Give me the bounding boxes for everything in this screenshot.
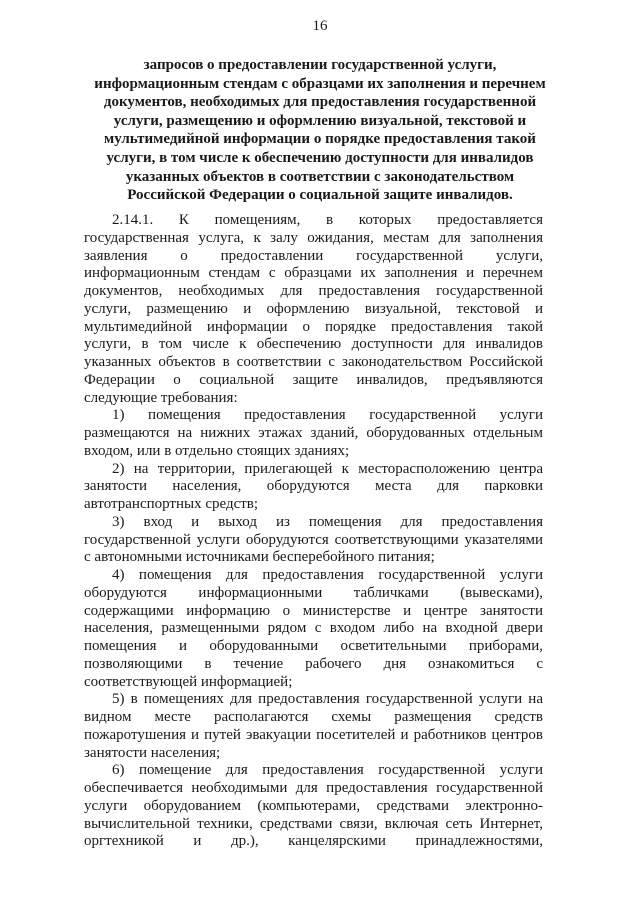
body-line: соответствующей информацией;	[84, 673, 293, 690]
heading-line: запросов о предоставлении государственной услуги,	[143, 57, 497, 73]
body-line: пожаротушения и путей эвакуации посетителей и работников центров	[84, 726, 543, 743]
body-line: государственная услуга, к залу ожидания, местам для заполнения	[84, 229, 543, 246]
body-line: 2.14.1. К помещениям, в которых предоставляется	[112, 212, 543, 228]
body-line: услуги оборудованием (компьютерами, средствами электронно-	[84, 797, 543, 814]
body-line: 1) помещения предоставления государственной услуги	[112, 407, 543, 424]
body-line: помещения и оборудованными осветительными приборами,	[84, 638, 543, 654]
body-line: входом, или в отдельно стоящих зданиях;	[84, 442, 350, 459]
body-line: 5) в помещениях для предоставления государственной услуги на	[112, 691, 543, 708]
body-line: занятости населения;	[84, 744, 221, 761]
body-line: оборудуются информационными табличками (вывесками),	[84, 584, 543, 601]
body-line: содержащими информацию о министерстве и центре занятости	[84, 602, 543, 619]
body-line: указанных объектов в соответствии с законодательством Российской	[84, 354, 543, 370]
body-line: населения, размещенными рядом с входом либо на входной двери	[84, 620, 543, 637]
heading-line: мультимедийной информации о порядке предоставления такой	[104, 131, 536, 148]
body-line: размещаются на нижних этажах зданий, оборудованных отдельным	[84, 425, 543, 441]
body-line: 4) помещения для предоставления государственной услуги	[112, 567, 543, 583]
body-line: занятости населения, оборудуются места для парковки	[84, 478, 543, 495]
body-line: мультимедийной информации о порядке предоставления такой	[84, 318, 543, 335]
body-line: позволяющими в течение рабочего дня ознакомиться с	[84, 655, 543, 672]
heading-line: информационным стендам с образцами их заполнения и перечнем	[94, 75, 546, 92]
heading-line: документов, необходимых для предоставления государственной	[103, 94, 537, 111]
page-number: 16	[312, 18, 328, 34]
body-line: заявления о предоставлении государственной услуги,	[84, 247, 543, 264]
body-line: услуги, в том числе к обеспечению доступности для инвалидов	[84, 336, 543, 353]
body-line: Федерации о социальной защите инвалидов, предъявляются	[84, 371, 543, 388]
body-line: услуги, размещению и оформлению визуальной, текстовой и	[84, 300, 543, 317]
body-line: информационным стендам с образцами их заполнения и перечнем	[84, 265, 543, 282]
heading-line: Российской Федерации о социальной защите инвалидов.	[127, 187, 513, 204]
heading-line: указанных объектов в соответствии с законодательством	[125, 168, 515, 185]
heading-line: услуги, в том числе к обеспечению доступности для инвалидов	[106, 149, 534, 166]
body-line: автотранспортных средств;	[84, 496, 259, 512]
body-line: 3) вход и выход из помещения для предоставления	[112, 513, 543, 530]
body-line: обеспечивается необходимыми для предоставления государственной	[84, 780, 543, 796]
body-line: 6) помещение для предоставления государственной услуги	[112, 762, 543, 779]
body-line: государственной услуги оборудуются соответствующими указателями	[84, 531, 543, 548]
body-line: с автономными источниками бесперебойного питания;	[84, 549, 435, 566]
body-line: вычислительной техники, средствами связи, включая сеть Интернет,	[84, 815, 543, 832]
heading-line: услуги, размещению и оформлению визуальной, текстовой и	[113, 112, 527, 129]
body-line: оргтехникой и др.), канцелярскими принадлежностями,	[84, 833, 543, 850]
body-line: документов, необходимых для предоставления государственной	[84, 283, 543, 299]
body-line: следующие требования:	[84, 389, 238, 406]
section-heading	[80, 56, 560, 205]
body-line: видном месте располагаются схемы размещения средств	[84, 709, 543, 725]
body-text	[84, 212, 543, 851]
body-line: 2) на территории, прилегающей к месторасположению центра	[112, 460, 543, 477]
